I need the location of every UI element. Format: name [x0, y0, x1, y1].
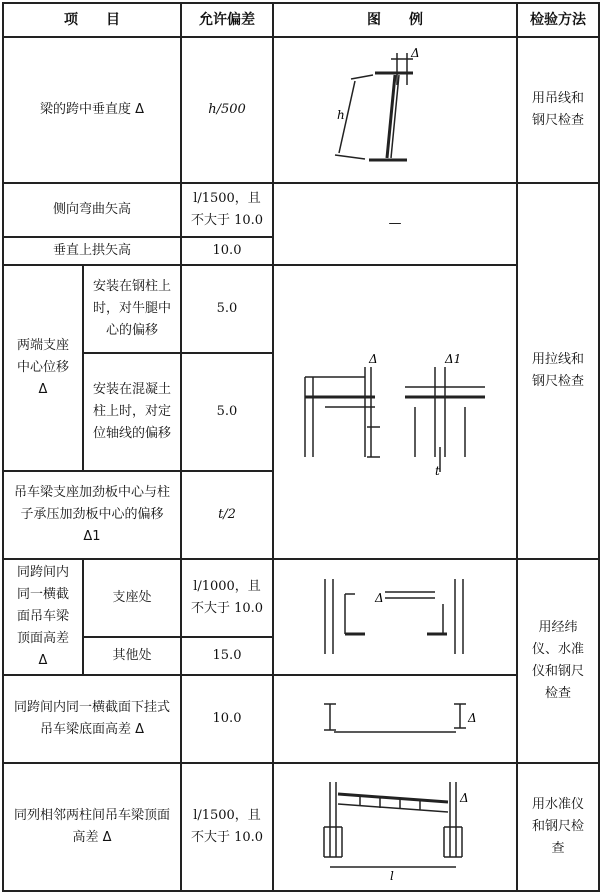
- figure-cell: [273, 37, 517, 183]
- tolerance-cell: l/1000，且不大于 10.0: [181, 559, 273, 637]
- table-row: [3, 265, 599, 353]
- tolerance-cell: t/2: [181, 471, 273, 559]
- adjacent-top-diff-figure: [310, 772, 480, 882]
- delta-label: Δ: [411, 46, 420, 60]
- item-cell: 垂直上拱矢高: [3, 237, 181, 265]
- method-cell: 用经纬仪、水准仪和钢尺检查: [517, 559, 599, 763]
- beam-verticality-figure: [325, 45, 465, 175]
- sub-item-cell: 安装在混凝土柱上时，对定位轴线的偏移: [83, 353, 181, 471]
- l-label: l: [390, 869, 394, 882]
- delta-label: Δ: [369, 352, 378, 366]
- tolerance-cell: 10.0: [181, 237, 273, 265]
- tolerance-cell: l/1500，且不大于 10.0: [181, 183, 273, 237]
- figure-cell: [273, 265, 517, 559]
- table-row: [3, 559, 599, 637]
- tolerance-cell: l/1500，且不大于 10.0: [181, 763, 273, 891]
- item-cell: 吊车梁支座加劲板中心与柱子承压加劲板中心的偏移 Δ1: [3, 471, 181, 559]
- tolerance-cell: 5.0: [181, 265, 273, 353]
- delta1-label: Δ1: [445, 352, 462, 366]
- tolerance-table: [2, 2, 600, 892]
- tolerance-cell: 15.0: [181, 637, 273, 675]
- figure-cell: [273, 559, 517, 675]
- delta-label: Δ: [460, 791, 469, 805]
- support-offset-figure: [295, 347, 495, 477]
- item-cell: 同列相邻两柱间吊车梁顶面高差 Δ: [3, 763, 181, 891]
- bottom-height-diff-figure: [310, 694, 480, 744]
- table-row: [3, 675, 599, 763]
- sub-item-cell: 安装在钢柱上时，对牛腿中心的偏移: [83, 265, 181, 353]
- header-tolerance: 允许偏差: [181, 3, 273, 37]
- header-figure: 图 例: [273, 3, 517, 37]
- table-row: [3, 763, 599, 891]
- method-cell: 用水准仪和钢尺检查: [517, 763, 599, 891]
- table-row: [3, 183, 599, 237]
- method-cell: 用吊线和钢尺检查: [517, 37, 599, 183]
- t-label: t: [435, 464, 440, 477]
- top-height-diff-figure: [315, 574, 475, 660]
- header-method: 检验方法: [517, 3, 599, 37]
- h-label: h: [337, 108, 345, 122]
- sub-item-cell: 支座处: [83, 559, 181, 637]
- item-cell: 梁的跨中垂直度 Δ: [3, 37, 181, 183]
- item-cell: 侧向弯曲矢高: [3, 183, 181, 237]
- figure-dash-cell: —: [273, 183, 517, 265]
- delta-label: Δ: [375, 591, 384, 605]
- group-cell: 同跨间内同一横截面吊车梁顶面高差 Δ: [3, 559, 83, 675]
- figure-cell: [273, 675, 517, 763]
- figure-cell: [273, 763, 517, 891]
- tolerance-cell: 10.0: [181, 675, 273, 763]
- method-cell: 用拉线和钢尺检查: [517, 183, 599, 559]
- header-item: 项 目: [3, 3, 181, 37]
- tolerance-cell: 5.0: [181, 353, 273, 471]
- group-cell: 两端支座中心位移 Δ: [3, 265, 83, 471]
- table-row: [3, 37, 599, 183]
- sub-item-cell: 其他处: [83, 637, 181, 675]
- item-cell: 同跨间内同一横截面下挂式吊车梁底面高差 Δ: [3, 675, 181, 763]
- delta-label: Δ: [468, 711, 477, 725]
- header-row: [3, 3, 599, 37]
- tolerance-cell: h/500: [181, 37, 273, 183]
